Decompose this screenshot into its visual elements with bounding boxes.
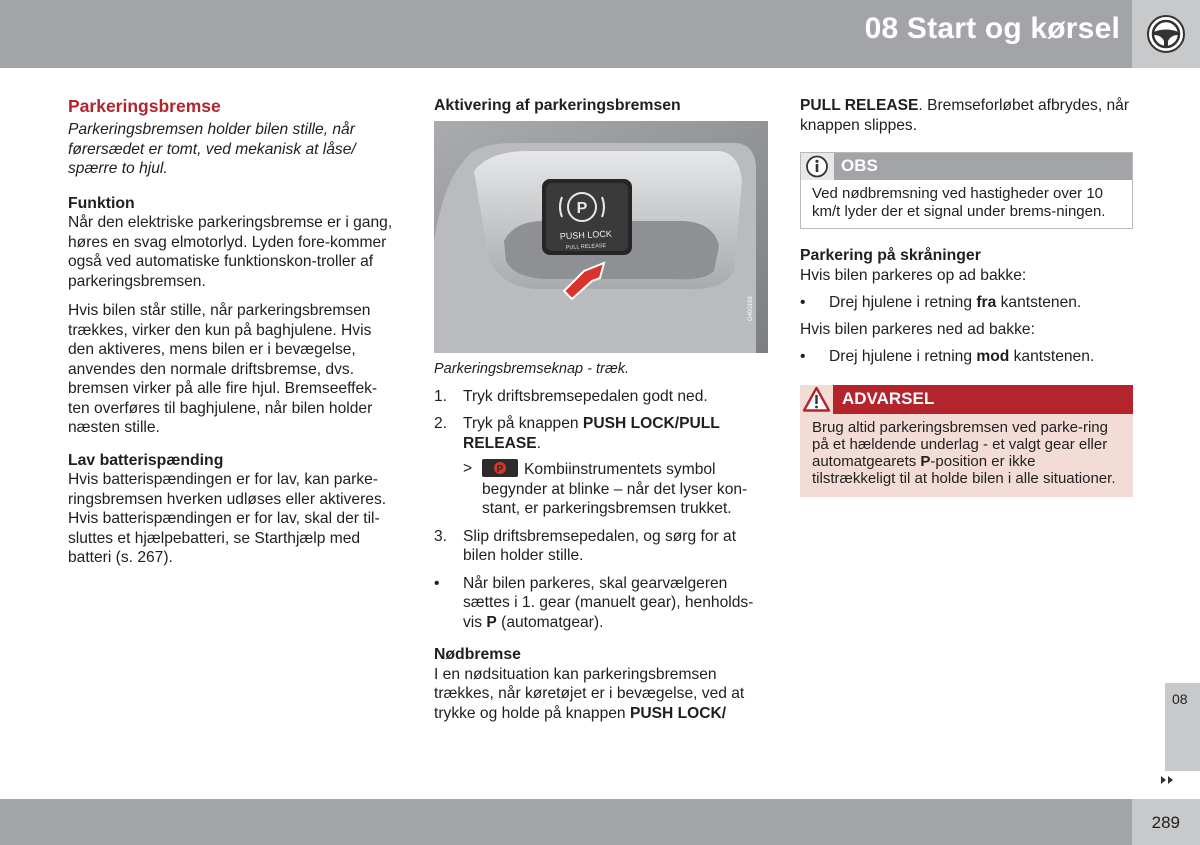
obs-label: OBS	[841, 156, 878, 175]
activation-heading: Aktivering af parkeringsbremsen	[434, 97, 681, 114]
warning-icon	[800, 385, 833, 414]
uphill-intro: Hvis bilen parkeres op ad bakke:	[800, 266, 1027, 284]
parking-brake-button-photo	[434, 121, 768, 353]
photo-caption: Parkeringsbremseknap - træk.	[434, 361, 630, 377]
step-3: 3. Slip driftsbremsepedalen, og sørg for at bilen holder stille.	[434, 527, 737, 564]
battery-heading: Lav batterispænding	[68, 451, 224, 469]
page-number: 289	[1151, 813, 1180, 832]
page-header	[0, 0, 1132, 68]
steering-wheel-icon	[1146, 14, 1186, 54]
column-2	[434, 94, 769, 723]
double-arrow-right-icon	[1160, 775, 1176, 788]
downhill-intro: Hvis bilen parkeres ned ad bakke:	[800, 320, 1035, 338]
funktion-heading: Funktion	[68, 194, 135, 212]
parking-brake-warning-icon	[482, 459, 518, 477]
intro-text: Parkeringsbremsen holder bilen stille, når førersædet er tomt, ved mekanisk at låse/ spærre to hjul.	[68, 121, 356, 177]
section-title: Parkeringsbremse	[68, 96, 221, 116]
info-icon	[801, 153, 834, 180]
parking-brake-illustration	[434, 121, 768, 353]
warning-box	[800, 385, 1133, 498]
step-2: 2. Tryk på knappen PUSH LOCK/PULL RELEASE.	[434, 415, 720, 452]
continued-paragraph: PULL RELEASE. Bremseforløbet afbrydes, når knappen slippes.	[800, 97, 1130, 134]
obs-note	[800, 152, 1133, 229]
funktion-paragraph-1: Når den elektriske parkeringsbremse er i gang, høres en svag elmotorlyd. Lyden fore-kommer også ved automatiske funktionskon-troller af parkeringsbremsen.	[68, 214, 393, 290]
obs-text: Ved nødbremsning ved hastigheder over 10 km/t lyder der et signal under brems-ningen.	[812, 185, 1106, 220]
gear-note: • Når bilen parkeres, skal gearvælgeren sættes i 1. gear (manuelt gear), henholds-vis P (automatgear).	[434, 574, 754, 631]
page-footer	[0, 799, 1132, 845]
step-1: 1. Tryk driftsbremsepedalen godt ned.	[434, 387, 708, 405]
column-1	[68, 94, 398, 568]
chapter-side-tab: 08	[1165, 683, 1200, 771]
column-3	[800, 94, 1133, 497]
battery-paragraph: Hvis batterispændingen er for lav, kan parke-ringsbremsen hverken udløses eller aktiveres. Hvis batterispændingen er for lav, skal der til-sluttes et hjælpebatteri, se Starthjælp med batteri (s. 267).	[68, 471, 387, 566]
warning-label: ADVARSEL	[842, 388, 935, 408]
button-label-push-lock: PUSH LOCK	[559, 228, 613, 242]
svg-text:P: P	[496, 464, 504, 475]
funktion-paragraph-2: Hvis bilen står stille, når parkeringsbremsen trækkes, virker den kun på baghjulene. Hvis den aktiveres, mens bilen er i bevægelse, anvendes den normale driftsbremse, dvs. bremsen virker på alle fire hjul. Bremseeffek-ten overføres til baghjulene, når bilen holder næsten stille.	[68, 302, 378, 436]
svg-text:P: P	[576, 200, 588, 217]
downhill-bullet: • Drej hjulene i retning mod kantstenen.	[800, 348, 1095, 365]
emergency-paragraph: I en nødsituation kan parkeringsbremsen trækkes, når køretøjet er i bevægelse, ved at trykke og holde på knappen PUSH LOCK/	[434, 665, 745, 722]
emergency-heading: Nødbremse	[434, 646, 521, 663]
page-number-tab	[1132, 799, 1200, 845]
uphill-bullet: • Drej hjulene i retning fra kantstenen.	[800, 294, 1082, 311]
button-label-pull-release: PULL RELEASE	[565, 242, 607, 252]
warning-text: Brug altid parkeringsbremsen ved parke-ring på et hældende underlag - et valgt gear eller automatgearets P-position er ikke tilstrækkeligt til at holde bilen i alle situationer.	[812, 418, 1116, 488]
chapter-title: 08 Start og kørsel	[864, 12, 1120, 45]
header-icon-tab	[1132, 0, 1200, 68]
step-2-result: > P Kombiinstrumentets symbol begynder at blinke – når det lyser kon-stant, er parkeringsbremsen trukket.	[463, 460, 748, 517]
image-code: G400198	[748, 296, 754, 321]
slope-heading: Parkering på skråninger	[800, 247, 981, 264]
